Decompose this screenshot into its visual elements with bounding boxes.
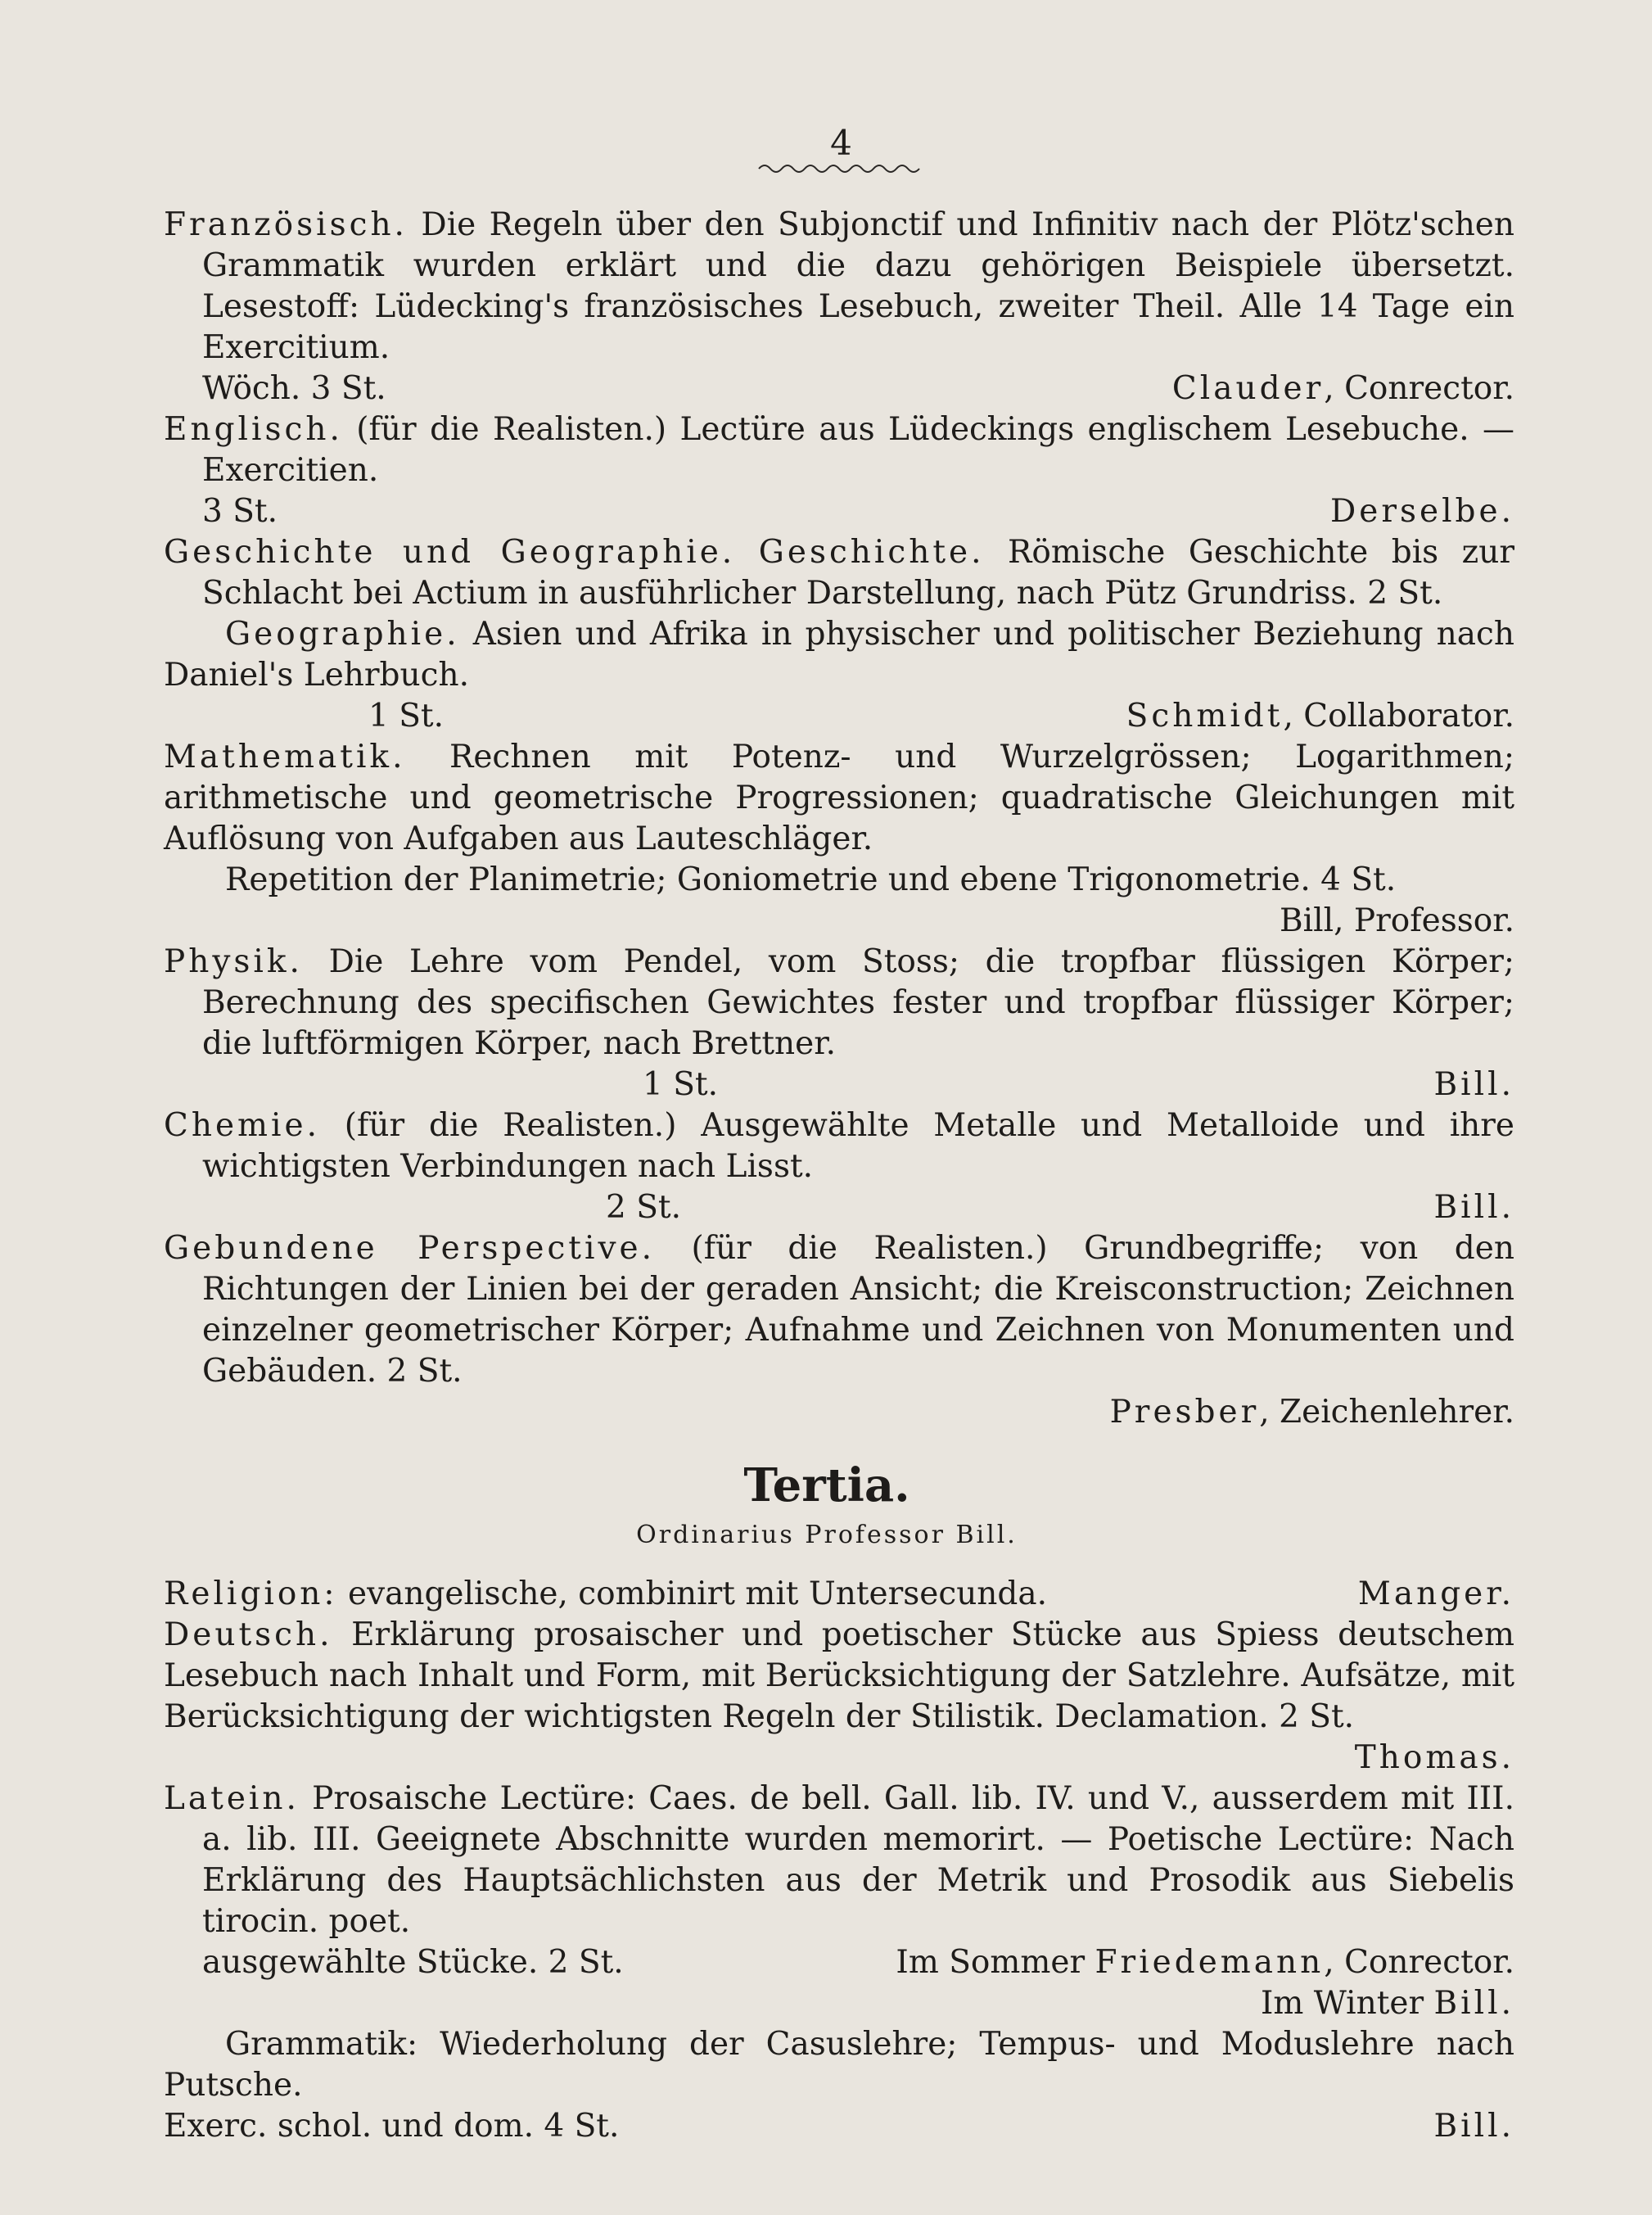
subject-title: Religion: — [164, 1575, 338, 1612]
entry-latein — [164, 1779, 1514, 1942]
entry-tail — [164, 1187, 1514, 1228]
entry-text: Asien und Afrika in physischer und politischer Beziehung nach Daniel's Lehrbuch. — [164, 616, 1514, 694]
summer-prefix: Im Sommer — [896, 1944, 1086, 1981]
teacher-summer — [896, 1942, 1514, 1983]
entry-text: Die Regeln über den Subjonctif und Infinitiv nach der Plötz'schen Grammatik wurden erklärt und die dazu gehörigen Beispiele übersetzt. Lesestoff: Lüdecking's französisches Lesebuch, zweiter Theil. Alle 14 Tage ein Exercitium. — [202, 206, 1515, 366]
teacher-name: Bill. — [1433, 1985, 1514, 2022]
entry-tail — [164, 491, 1514, 532]
teacher-name: Manger. — [1357, 1575, 1514, 1612]
entry-grammatik — [164, 2024, 1514, 2106]
entry-signature — [164, 1392, 1514, 1433]
teacher-title: , Collaborator. — [1283, 698, 1514, 735]
entry-tail — [164, 696, 1514, 737]
entry-text: Grammatik: Wiederholung der Casuslehre; Tempus- und Moduslehre nach Putsche. — [164, 2026, 1514, 2104]
entry-text: Rechnen mit Potenz- und Wurzelgrössen; Logarithmen; arithmetische und geometrische Progressionen; quadratische Gleichungen mit Auflösung von Aufgaben aus Lauteschläger. — [164, 739, 1514, 857]
teacher-name: Bill. — [1433, 1066, 1514, 1103]
religion-line — [164, 1574, 1047, 1615]
entry-chemie — [164, 1105, 1514, 1187]
entry-physik — [164, 942, 1514, 1065]
teacher-name: Bill. — [1433, 1189, 1514, 1226]
teacher-name: Thomas. — [1354, 1739, 1514, 1776]
entry-deutsch — [164, 1615, 1514, 1738]
teacher-name: Clauder — [1171, 370, 1325, 407]
entry-text: Die Lehre vom Pendel, vom Stoss; die tropfbar flüssigen Körper; Berechnung des specifischen Gewichtes fester und tropfbar flüssiger Körper; die luftförmigen Körper, nach Brettner. — [202, 943, 1514, 1062]
teacher — [1126, 696, 1514, 737]
entry-englisch — [164, 409, 1514, 491]
teacher-name: Derselbe. — [1329, 493, 1514, 530]
winter-prefix: Im Winter — [1260, 1985, 1424, 2022]
entry-text: (für die Realisten.) Grundbegriffe; von den Richtungen der Linien bei der geraden Ansicht; die Kreisconstruction; Zeichnen einzelner geometrischer Körper; Aufnahme und Zeichnen von Monumenten und Gebäuden. 2 St. — [202, 1230, 1514, 1390]
subject-title: Chemie. — [164, 1107, 320, 1144]
teacher-name: Schmidt — [1126, 698, 1284, 735]
hours: ausgewählte Stücke. 2 St. — [202, 1944, 624, 1981]
page-content — [164, 205, 1514, 2147]
subject-title: Geschichte und Geographie. — [164, 534, 736, 571]
subject-title: Physik. — [164, 943, 303, 980]
sub-label: Geschichte. — [758, 534, 985, 571]
teacher-name: Bill. — [1433, 2108, 1514, 2145]
hours: 3 St. — [202, 493, 278, 530]
entry-tail — [164, 368, 1514, 409]
teacher-name: Bill — [1279, 902, 1334, 939]
teacher-title: , Professor. — [1334, 902, 1514, 939]
hours: 2 St. — [606, 1189, 681, 1226]
entry-geschichte — [164, 532, 1514, 614]
entry-text: Repetition der Planimetrie; Goniometrie und ebene Trigonometrie. 4 St. — [225, 861, 1397, 898]
entry-text: Römische Geschichte bis zur Schlacht bei Actium in ausführlicher Darstellung, nach Pütz Grundriss. 2 St. — [202, 534, 1514, 612]
subject-title: Gebundene Perspective. — [164, 1230, 655, 1267]
entry-tail — [164, 1065, 1514, 1105]
sub-label: Geographie. — [225, 616, 460, 653]
section-heading-tertia: Tertia. — [743, 1458, 910, 1512]
subject-title: Latein. — [164, 1780, 300, 1817]
teacher-title: , Conrector. — [1324, 1944, 1514, 1981]
page-number: 4 — [830, 123, 852, 163]
teacher-name: Presber — [1109, 1394, 1260, 1431]
teacher-title: , Zeichenlehrer. — [1259, 1394, 1514, 1431]
entry-mathematik — [164, 737, 1514, 860]
entry-mathematik-2 — [164, 860, 1514, 901]
subject-title: Englisch. — [164, 411, 343, 448]
teacher-name: Friedemann — [1095, 1944, 1325, 1981]
entry-tail — [164, 2106, 1514, 2147]
entry-text: (für die Realisten.) Lectüre aus Lüdeckings englischem Lesebuche. — Exercitien. — [202, 411, 1514, 489]
entry-text: Prosaische Lectüre: Caes. de bell. Gall. lib. IV. und V., ausserdem mit III. a. lib. III. Geeignete Abschnitte wurden memorirt. — Poetische Lectüre: Nach Erklärung des Hauptsächlichsten aus der Metrik und Prosodik aus Siebelis tirocin. poet. — [202, 1780, 1514, 1940]
entry-signature-winter — [164, 1983, 1514, 2024]
entry-tail — [164, 1942, 1514, 1983]
hours: Wöch. 3 St. — [202, 370, 386, 407]
entry-text: evangelische, combinirt mit Untersecunda. — [347, 1575, 1048, 1612]
ordinarius-line: Ordinarius Professor Bill. — [636, 1521, 1018, 1549]
ornament-divider — [757, 160, 925, 177]
subject-title: Deutsch. — [164, 1616, 333, 1653]
teacher — [1172, 368, 1514, 409]
entry-religion — [164, 1574, 1514, 1615]
hours: Exerc. schol. und dom. 4 St. — [164, 2108, 620, 2145]
hours: 1 St. — [643, 1066, 718, 1103]
entry-geographie — [164, 614, 1514, 696]
entry-signature — [164, 1738, 1514, 1779]
subject-title: Mathematik. — [164, 739, 406, 775]
entry-perspective — [164, 1228, 1514, 1392]
hours: 1 St. — [368, 698, 444, 735]
entry-text: Erklärung prosaischer und poetischer Stücke aus Spiess deutschem Lesebuch nach Inhalt und Form, mit Berücksichtigung der Satzlehre. Aufsätze, mit Berücksichtigung der wichtigsten Regeln der Stilistik. Declamation. 2 St. — [164, 1616, 1514, 1735]
entry-signature — [164, 901, 1514, 942]
teacher-title: , Conrector. — [1324, 370, 1514, 407]
subject-title: Französisch. — [164, 206, 408, 243]
entry-text: (für die Realisten.) Ausgewählte Metalle und Metalloide und ihre wichtigsten Verbindungen nach Lisst. — [202, 1107, 1515, 1185]
entry-franzoesisch — [164, 205, 1514, 368]
